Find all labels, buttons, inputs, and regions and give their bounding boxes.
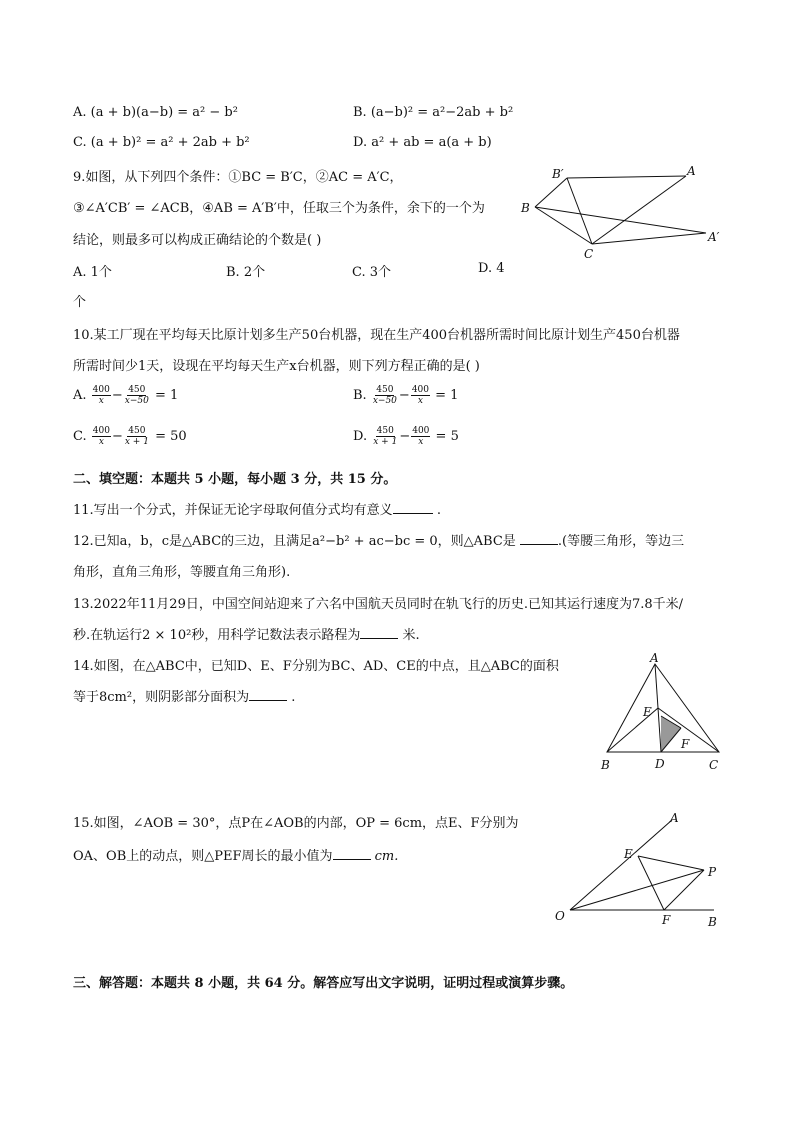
- q10-d-prefix: D.: [353, 429, 368, 444]
- fraction: [411, 385, 430, 406]
- minus-sign: −: [111, 388, 123, 403]
- q9-label-aprime: A′: [708, 230, 720, 244]
- fraction: [124, 426, 150, 447]
- q15-label-p: P: [708, 865, 717, 879]
- numerator: 400: [412, 426, 430, 436]
- q12-text-b: .(等腰三角形，等边三: [557, 534, 685, 549]
- answer-blank: [393, 501, 433, 514]
- q8-option-b: B. (a−b)² = a²−2ab + b²: [353, 105, 514, 120]
- q10-option-b: [353, 385, 458, 406]
- q14-figure: [595, 652, 730, 774]
- numerator: 400: [92, 426, 110, 436]
- q9-label-a: A: [687, 164, 696, 178]
- q9-line-1: 9.如图，从下列四个条件：①BC = B′C，②AC = A′C，: [73, 170, 403, 185]
- q15-label-e: E: [624, 847, 633, 861]
- section-3-heading: 三、解答题：本题共 8 小题，共 64 分。解答应写出文字说明，证明过程或演算步骤。: [73, 976, 574, 991]
- fraction: [411, 426, 430, 447]
- q14-label-d: D: [655, 757, 665, 771]
- q10-line-1: 10.某工厂现在平均每天比原计划多生产50台机器，现在生产400台机器所需时间比原计划生产450台机器: [73, 328, 680, 343]
- answer-blank: [333, 847, 371, 860]
- denominator: x: [98, 396, 104, 406]
- fraction: [92, 385, 111, 406]
- q14-text-b: .: [291, 690, 296, 705]
- minus-sign: −: [111, 429, 123, 444]
- rhs: = 50: [155, 429, 187, 444]
- q15-figure: [550, 808, 730, 928]
- denominator: x: [98, 437, 104, 447]
- q9-label-bprime: B′: [552, 167, 564, 181]
- q12-text-a: 12.已知a，b，c是△ABC的三边，且满足a²−b² + ac−bc = 0，则△ABC是: [73, 534, 516, 549]
- denominator: x: [418, 437, 424, 447]
- numerator: 450: [128, 385, 146, 395]
- q10-b-prefix: B.: [353, 388, 367, 403]
- numerator: 400: [92, 385, 110, 395]
- denominator: x + 1: [373, 437, 398, 447]
- q14-label-c: C: [709, 758, 719, 772]
- q10-line-2: 所需时间少1天，设现在平均每天生产x台机器，则下列方程正确的是( ): [73, 359, 480, 374]
- denominator: x−50: [372, 396, 397, 406]
- section-2-heading: 二、填空题：本题共 5 小题，每小题 3 分，共 15 分。: [73, 472, 397, 487]
- answer-blank: [249, 688, 287, 701]
- q15-label-a: A: [670, 811, 679, 825]
- fraction: [372, 385, 398, 406]
- q13-line-1: 13.2022年11月29日，中国空间站迎来了六名中国航天员同时在轨飞行的历史.已知其运行速度为7.8千米/: [73, 597, 684, 612]
- numerator: 450: [376, 385, 394, 395]
- rhs: = 5: [435, 429, 459, 444]
- answer-blank: [520, 532, 558, 545]
- q14-line-1: 14.如图，在△ABC中，已知D、E、F分别为BC、AD、CE的中点，且△ABC的面积: [73, 659, 559, 674]
- rhs: = 1: [154, 388, 179, 403]
- q15-text-a: OA、OB上的动点，则△PEF周长的最小值为: [73, 849, 333, 864]
- numerator: 450: [128, 426, 146, 436]
- q11-text: 11.写出一个分式，并保证无论字母取何值分式均有意义: [73, 503, 393, 518]
- q10-option-a: [73, 385, 178, 406]
- q15-text-b: cm.: [374, 849, 399, 864]
- q9-option-b: B. 2个: [226, 265, 266, 280]
- q14-text-a: 等于8cm²，则阴影部分面积为: [73, 690, 250, 705]
- fraction: [124, 385, 150, 406]
- q8-option-c: C. (a + b)² = a² + 2ab + b²: [73, 135, 250, 150]
- q14-line-2: [73, 686, 295, 705]
- numerator: 450: [376, 426, 394, 436]
- q13-text-a: 秒.在轨运行2 × 10²秒，用科学记数法表示路程为: [73, 628, 361, 643]
- q15-label-b: B: [708, 915, 717, 928]
- minus-sign: −: [398, 388, 410, 403]
- q10-c-prefix: C.: [73, 429, 87, 444]
- q14-label-a: A: [650, 652, 659, 665]
- q15-label-f: F: [662, 913, 671, 927]
- q9-line-2: ③∠A′CB′ = ∠ACB，④AB = A′B′中，任取三个为条件，余下的一个为: [73, 201, 485, 216]
- q9-option-a: A. 1个: [73, 265, 112, 280]
- q10-option-d: [353, 426, 459, 447]
- q14-label-e: E: [643, 705, 652, 719]
- q8-option-a: A. (a + b)(a−b) = a² − b²: [73, 105, 238, 120]
- denominator: x−50: [124, 396, 149, 406]
- q13-text-b: 米.: [402, 628, 420, 643]
- q15-label-o: O: [555, 909, 565, 923]
- q10-option-c: [73, 426, 187, 447]
- q12-line-2: 角形，直角三角形，等腰直角三角形).: [73, 565, 291, 580]
- denominator: x + 1: [124, 437, 149, 447]
- q9-label-b: B: [521, 201, 530, 215]
- answer-blank: [360, 626, 398, 639]
- fraction: [92, 426, 111, 447]
- q11-line: [73, 499, 441, 518]
- q15-line-1: 15.如图，∠AOB = 30°，点P在∠AOB的内部，OP = 6cm，点E、F分别为: [73, 816, 519, 831]
- q8-option-d: D. a² + ab = a(a + b): [353, 135, 492, 150]
- numerator: 400: [411, 385, 429, 395]
- q9-option-d: D. 4: [478, 261, 505, 276]
- q10-a-prefix: A.: [73, 388, 87, 403]
- q14-label-b: B: [601, 758, 610, 772]
- q14-label-f: F: [681, 737, 690, 751]
- q9-label-c: C: [584, 247, 594, 261]
- q9-option-c: C. 3个: [352, 265, 392, 280]
- minus-sign: −: [399, 429, 411, 444]
- q11-end: .: [436, 503, 441, 518]
- q9-line-3: 结论，则最多可以构成正确结论的个数是( ): [73, 233, 322, 248]
- denominator: x: [417, 396, 423, 406]
- q9-option-d-wrap: 个: [73, 295, 87, 310]
- rhs: = 1: [435, 388, 459, 403]
- q13-line-2: [73, 624, 420, 643]
- q15-line-2: [73, 845, 398, 864]
- fraction: [372, 426, 398, 447]
- q9-figure: [510, 160, 730, 265]
- q12-line-1: [73, 530, 684, 549]
